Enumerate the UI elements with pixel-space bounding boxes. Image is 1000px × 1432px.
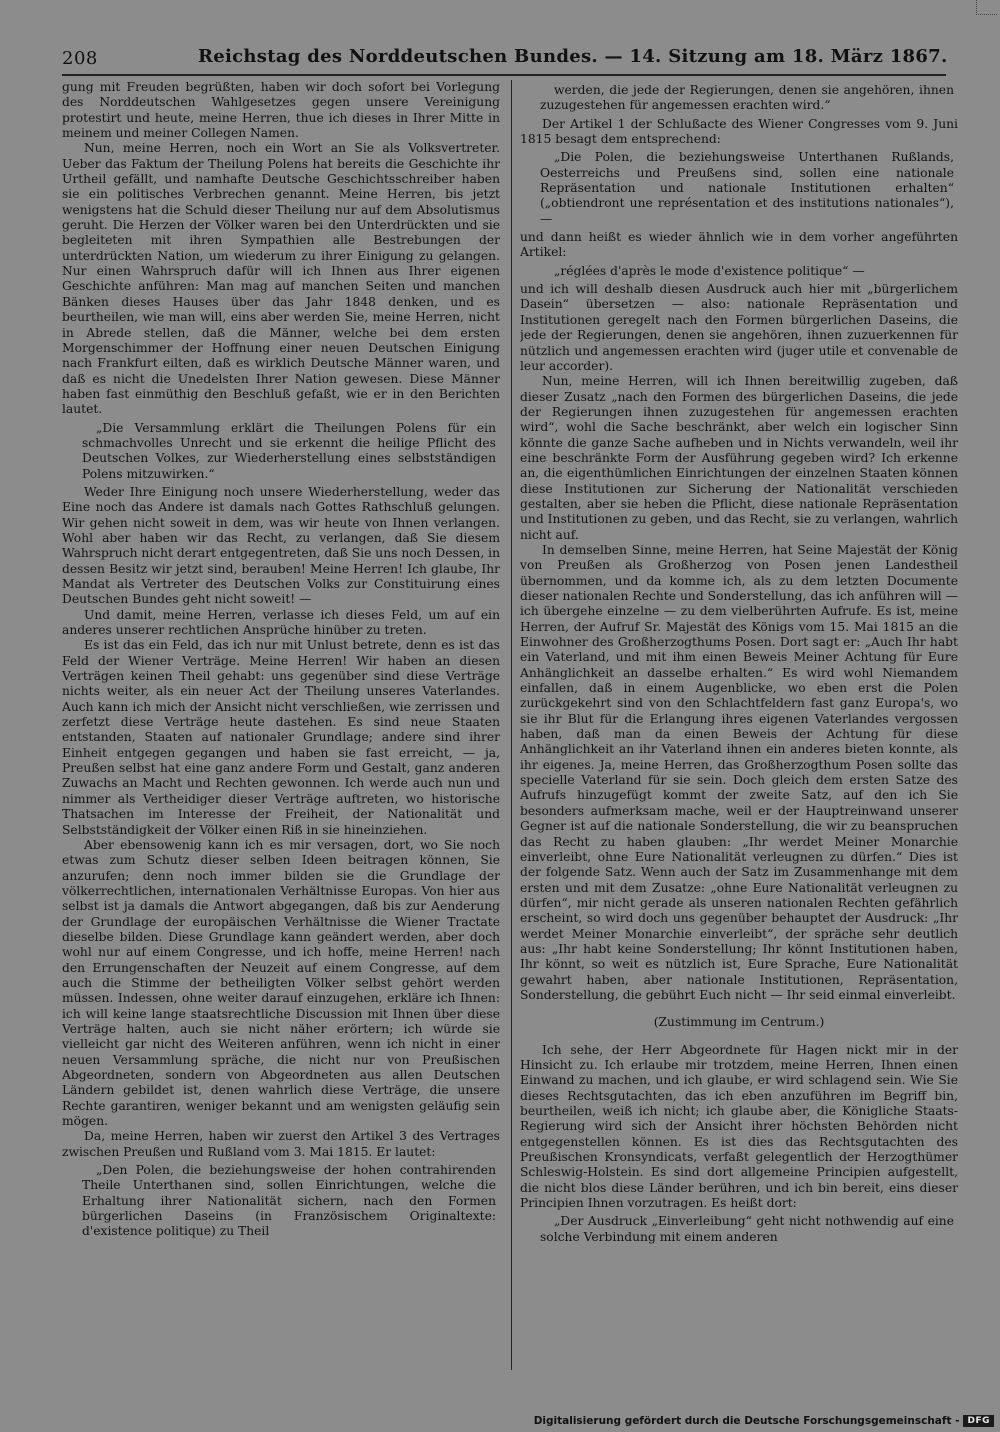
paragraph: Der Artikel 1 der Schlußacte des Wiener Congresses vom 9. Juni 1815 besagt dem entsprechend: (520, 116, 958, 147)
scan-corner-mark (976, 0, 997, 15)
quotation: „Die Versammlung erklärt die Theilungen Polens für ein schmachvolles Unrecht und sie erkennt die heilige Pflicht des Deutschen Volkes, zur Wiederherstellung eines selbstständigen Polens mitzuwirken.“ (82, 420, 496, 481)
paragraph: Da, meine Herren, haben wir zuerst den Artikel 3 des Vertrages zwischen Preußen und Rußland vom 3. Mai 1815. Er lautet: (62, 1129, 500, 1159)
left-text-column (62, 80, 500, 1372)
digitization-credit (534, 1413, 994, 1429)
right-text-column (520, 80, 958, 1372)
credit-text: Digitalisierung gefördert durch die Deutsche Forschungsgemeinschaft - (533, 1415, 960, 1427)
paragraph: Weder Ihre Einigung noch unsere Wiederherstellung, weder das Eine noch das Andere ist damals nach Gottes Rathschluß gelungen. Wir gehen nicht soweit in dem, was wir heute von Ihnen verlangen. Wohl aber haben wir das Recht, zu verlangen, daß Sie diesem Wahrspruch nicht derart entgegentreten, daß Sie uns noch Dessen, in dessen Besitz wir jetzt sind, berauben! Meine Herren! Ich glaube, Ihr Mandat als Vertreter des Deutschen Volks zur Constituirung eines Deutschen Bundes geht nicht soweit! — (62, 484, 500, 607)
paragraph: Nun, meine Herren, noch ein Wort an Sie als Volksvertreter. Ueber das Faktum der Theilung Polens hat bereits die Geschichte ihr Urtheil gefällt, und namhafte Deutsche Geschichtsschreiber haben sie ein politisches Verbrechen genannt. Meine Herren, bis jetzt wenigstens hat die Schuld dieser Theilung nur auf dem Absolutismus geruht. Die Herzen der Völker waren bei den Unterdrückten und sie begleiteten mit ihren Sympathien alle Bestrebungen der unterdrückten Nation, um wiederum zu ihrer Einigung zu gelangen. Nur einen Wahrspruch dafür will ich Ihnen aus Ihrer eigenen Geschichte anführen: Man mag auf manchen Seiten und manchen Bänken dieses Hauses über das Jahr 1848 denken, und es beurtheilen, wie man will, eins aber werden Sie, meine Herren, nicht in Abrede stellen, daß die Männer, welche bei dem ersten Morgenschimmer der Hoffnung einer neuen Deutschen Einigung nach Frankfurt eilten, daß es wirklich Deutsche Männer waren, und daß es nicht die Unedelsten Ihrer Nation gewesen. Diese Männer haben fast einmüthig den Beschluß gefaßt, wie er in den Berichten lautet. (62, 141, 500, 417)
paragraph: Ich sehe, der Herr Abgeordnete für Hagen nickt mir in der Hinsicht zu. Ich erlaube mir trotzdem, meine Herren, Ihnen einen Einwand zu machen, und ich glaube, er wird schlagend sein. Wie Sie dieses Rechtsgutachten, das ich eben anzuführen im Begriff bin, beurtheilen, weiß ich nicht; ich glaube aber, die Königliche Staats-Regierung wird sich der Ansicht ihrer höchsten Behörden nicht entgegenstellen können. Es ist dies das Rechtsgutachten des Preußischen Kronsyndicats, verfaßt gelegentlich der Herzogthümer Schleswig-Holstein. Es sind dort allgemeine Principien aufgestellt, die nicht blos diese Länder berühren, und ich bin bereit, eins dieser Principien Ihnen vorzutragen. Es heißt dort: (520, 1042, 958, 1211)
paragraph: und ich will deshalb diesen Ausdruck auch hier mit „bürgerlichem Dasein“ übersetzen — also: nationale Repräsentation und Institutionen geregelt nach den Formen bürgerlichen Daseins, die jede der Regierungen, denen sie angehören, ihnen zuzuerkennen für nützlich und angemessen erachten wird (juger utile et convenable de leur accorder). (520, 282, 958, 373)
quotation: „Den Polen, die beziehungsweise der hohen contrahirenden Theile Unterthanen sind, sollen Einrichtungen, welche die Erhaltung ihrer Nationalität sichern, nach den Formen bürgerlichen Daseins (in Französischem Originaltexte: d'existence politique) zu Theil (82, 1163, 496, 1239)
running-head: Reichstag des Norddeutschen Bundes. — 14. Sitzung am 18. März 1867. (198, 46, 948, 67)
paragraph: Und damit, meine Herren, verlasse ich dieses Feld, um auf ein anderes unserer rechtlichen Ansprüche hinüber zu treten. (62, 607, 500, 638)
header-rule (62, 74, 946, 76)
interjection: (Zustimmung im Centrum.) (653, 1015, 825, 1030)
column-divider (511, 80, 512, 1370)
quotation: werden, die jede der Regierungen, denen sie angehören, ihnen zuzugestehen für angemessen erachten wird.“ (540, 83, 954, 113)
paragraph: gung mit Freuden begrüßten, haben wir doch sofort bei Vorlegung des Norddeutschen Wahlgesetzes gegen unsere Vereinigung protestirt und heute, meine Herren, thue ich dieses in Ihrer Mitte in meinem und meiner Collegen Namen. (62, 80, 500, 141)
quotation: „Die Polen, die beziehungsweise Unterthanen Rußlands, Oesterreichs und Preußens sind, sollen eine nationale Repräsentation und nationale Institutionen erhalten“ („obtiendront une représentation et des institutions nationales“), — (540, 150, 954, 226)
quotation: „Der Ausdruck „Einverleibung“ geht nicht nothwendig auf eine solche Verbindung mit einem anderen (540, 1214, 954, 1244)
page-number: 208 (62, 48, 98, 69)
quotation: „réglées d'après le mode d'existence politique“ — (554, 263, 865, 278)
paragraph: In demselben Sinne, meine Herren, hat Seine Majestät der König von Preußen als Großherzog von Posen jenen Landestheil übernommen, und da komme ich, als zu dem letzten Documente dieser nationalen Rechte und Sonderstellung, das ich anführen will — ich übergehe einzelne — zu dem vielberührten Aufrufe. Es ist, meine Herren, der Aufruf Sr. Majestät des Königs vom 15. Mai 1815 an die Einwohner des Großherzogthums Posen. Dort sagt er: „Auch Ihr habt ein Vaterland, und mit ihm einen Beweis Meiner Achtung für Eure Anhänglichkeit an dasselbe erhalten.“ Es wird wohl Niemandem einfallen, daß in einem Augenblicke, wo eben erst die Polen zurückgekehrt sind von den Schlachtfeldern fast ganz Europa's, wo sie ihr Blut für die Erlangung ihres eigenen Vaterlandes vergossen haben, daß man da einen Beweis der Achtung für diese Anhänglichkeit an ihr Vaterland ihnen ein anderes bieten konnte, als ihr eigenes. Ja, meine Herren, das Großherzogthum Posen sollte das specielle Vaterland für sie sein. Doch gleich dem ersten Satze des Aufrufs hinzugefügt kommt der zweite Satz, auf den ich Sie besonders aufmerksam mache, weil er der Hauptreinwand unserer Gegner ist auf die nationale Sonderstellung, die wir zu beanspruchen das Recht zu haben glauben: „Ihr werdet Meiner Monarchie einverleibt, ohne Eure Nationalität verleugnen zu dürfen.“ Dies ist der folgende Satz. Wenn auch der Satz im Zusammenhange mit dem ersten und mit dem Zusatze: „ohne Eure Nationalität verleugnen zu dürfen“, mir nicht gerade als unseren nationalen Rechten gefährlich erscheint, so wird doch uns gegenüber behauptet der Ausdruck: „Ihr werdet Meiner Monarchie einverleibt“, der spräche sehr deutlich aus: „Ihr habt keine Sonderstellung; Ihr könnt Institutionen haben, Ihr könnt, so weit es nützlich ist, Eure Sprache, Eure Nationalität gewahrt haben, aber nationale Institutionen, Repräsentation, Sonderstellung, die gebührt Euch nicht — Ihr seid einmal einverleibt. (520, 542, 958, 1002)
paragraph: Es ist das ein Feld, das ich nur mit Unlust betrete, denn es ist das Feld der Wiener Verträge. Meine Herren! Wir haben an diesen Verträgen keinen Theil gehabt: uns gegenüber sind diese Verträge nichts weiter, als ein neuer Act der Theilung unseres Vaterlandes. Auch kann ich mich der Ansicht nicht verschließen, wie zerrissen und zerfetzt diese Verträge heute dastehen. Es sind neue Staaten entstanden, Staaten auf nationaler Grundlage; andere sind ihrer Einheit entgegen gegangen und haben sie fast erreicht, — ja, Preußen selbst hat eine ganz andere Form und Gestalt, ganz anderen Zuwachs an Macht und Rechten gewonnen. Ich werde auch nun und nimmer als Vertheidiger dieser Verträge auftreten, wo historische Thatsachen im Interesse der Freiheit, der Nationalität und Selbstständigkeit der Völker einen Riß in sie hineinziehen. (62, 638, 500, 837)
paragraph: Nun, meine Herren, will ich Ihnen bereitwillig zugeben, daß dieser Zusatz „nach den Formen des bürgerlichen Daseins, die jede der Regierungen ihnen zuzugestehen für angemessen erachten wird“, wohl die Sache beschränkt, aber welch ein logischer Sinn könnte die ganze Sache aufheben und in Nichts verwandeln, weil ihr eine beschränkte Form der Ausführung gegeben wird? Ich erkenne an, die eigenthümlichen Einrichtungen der einzelnen Staaten können diese Institutionen zur Sicherung der Nationalität verschieden gestalten, aber sie heben die Pflicht, diese nationale Repräsentation und Institutionen zu geben, und das Recht, sie zu verlangen, wahrlich nicht auf. (520, 374, 958, 542)
dfg-logo: DFG (963, 1415, 994, 1427)
paragraph: Aber ebensowenig kann ich es mir versagen, dort, wo Sie noch etwas zum Schutz dieser selben Ideen beitragen können, Sie anzurufen; denn noch immer bilden sie die Grundlage der völkerrechtlichen, internationalen Verhältnisse Europas. Von hier aus selbst ist ja damals die Antwort abgegangen, daß bis zur Aenderung der Grundlage der europäischen Verhältnisse die Wiener Tractate dieselbe bilden. Diese Grundlage kann geändert werden, aber doch wohl nur auf einem Congresse, und ich hoffe, meine Herren! nach den Errungenschaften der Neuzeit auf einem Congresse, auf dem auch die Stimme der betheiligten Völker selbst gehört werden müssen. Indessen, ohne weiter darauf einzugehen, erkläre ich Ihnen: ich will keine lange staatsrechtliche Discussion mit Ihnen über diese Verträge halten, auch sie nicht näher erörtern; ich würde sie vielleicht gar nicht des Weiteren anführen, wenn ich nicht in einer neuen Versammlung spräche, die nicht nur von Preußischen Abgeordneten, sondern von Abgeordneten aus allen Deutschen Ländern gebildet ist, denen wahrlich diese Verträge, die unsere Rechte garantiren, weniger bekannt und am wenigsten geläufig sein mögen. (62, 837, 500, 1129)
page-header (62, 44, 946, 74)
paragraph: und dann heißt es wieder ähnlich wie in dem vorher angeführten Artikel: (520, 230, 958, 260)
